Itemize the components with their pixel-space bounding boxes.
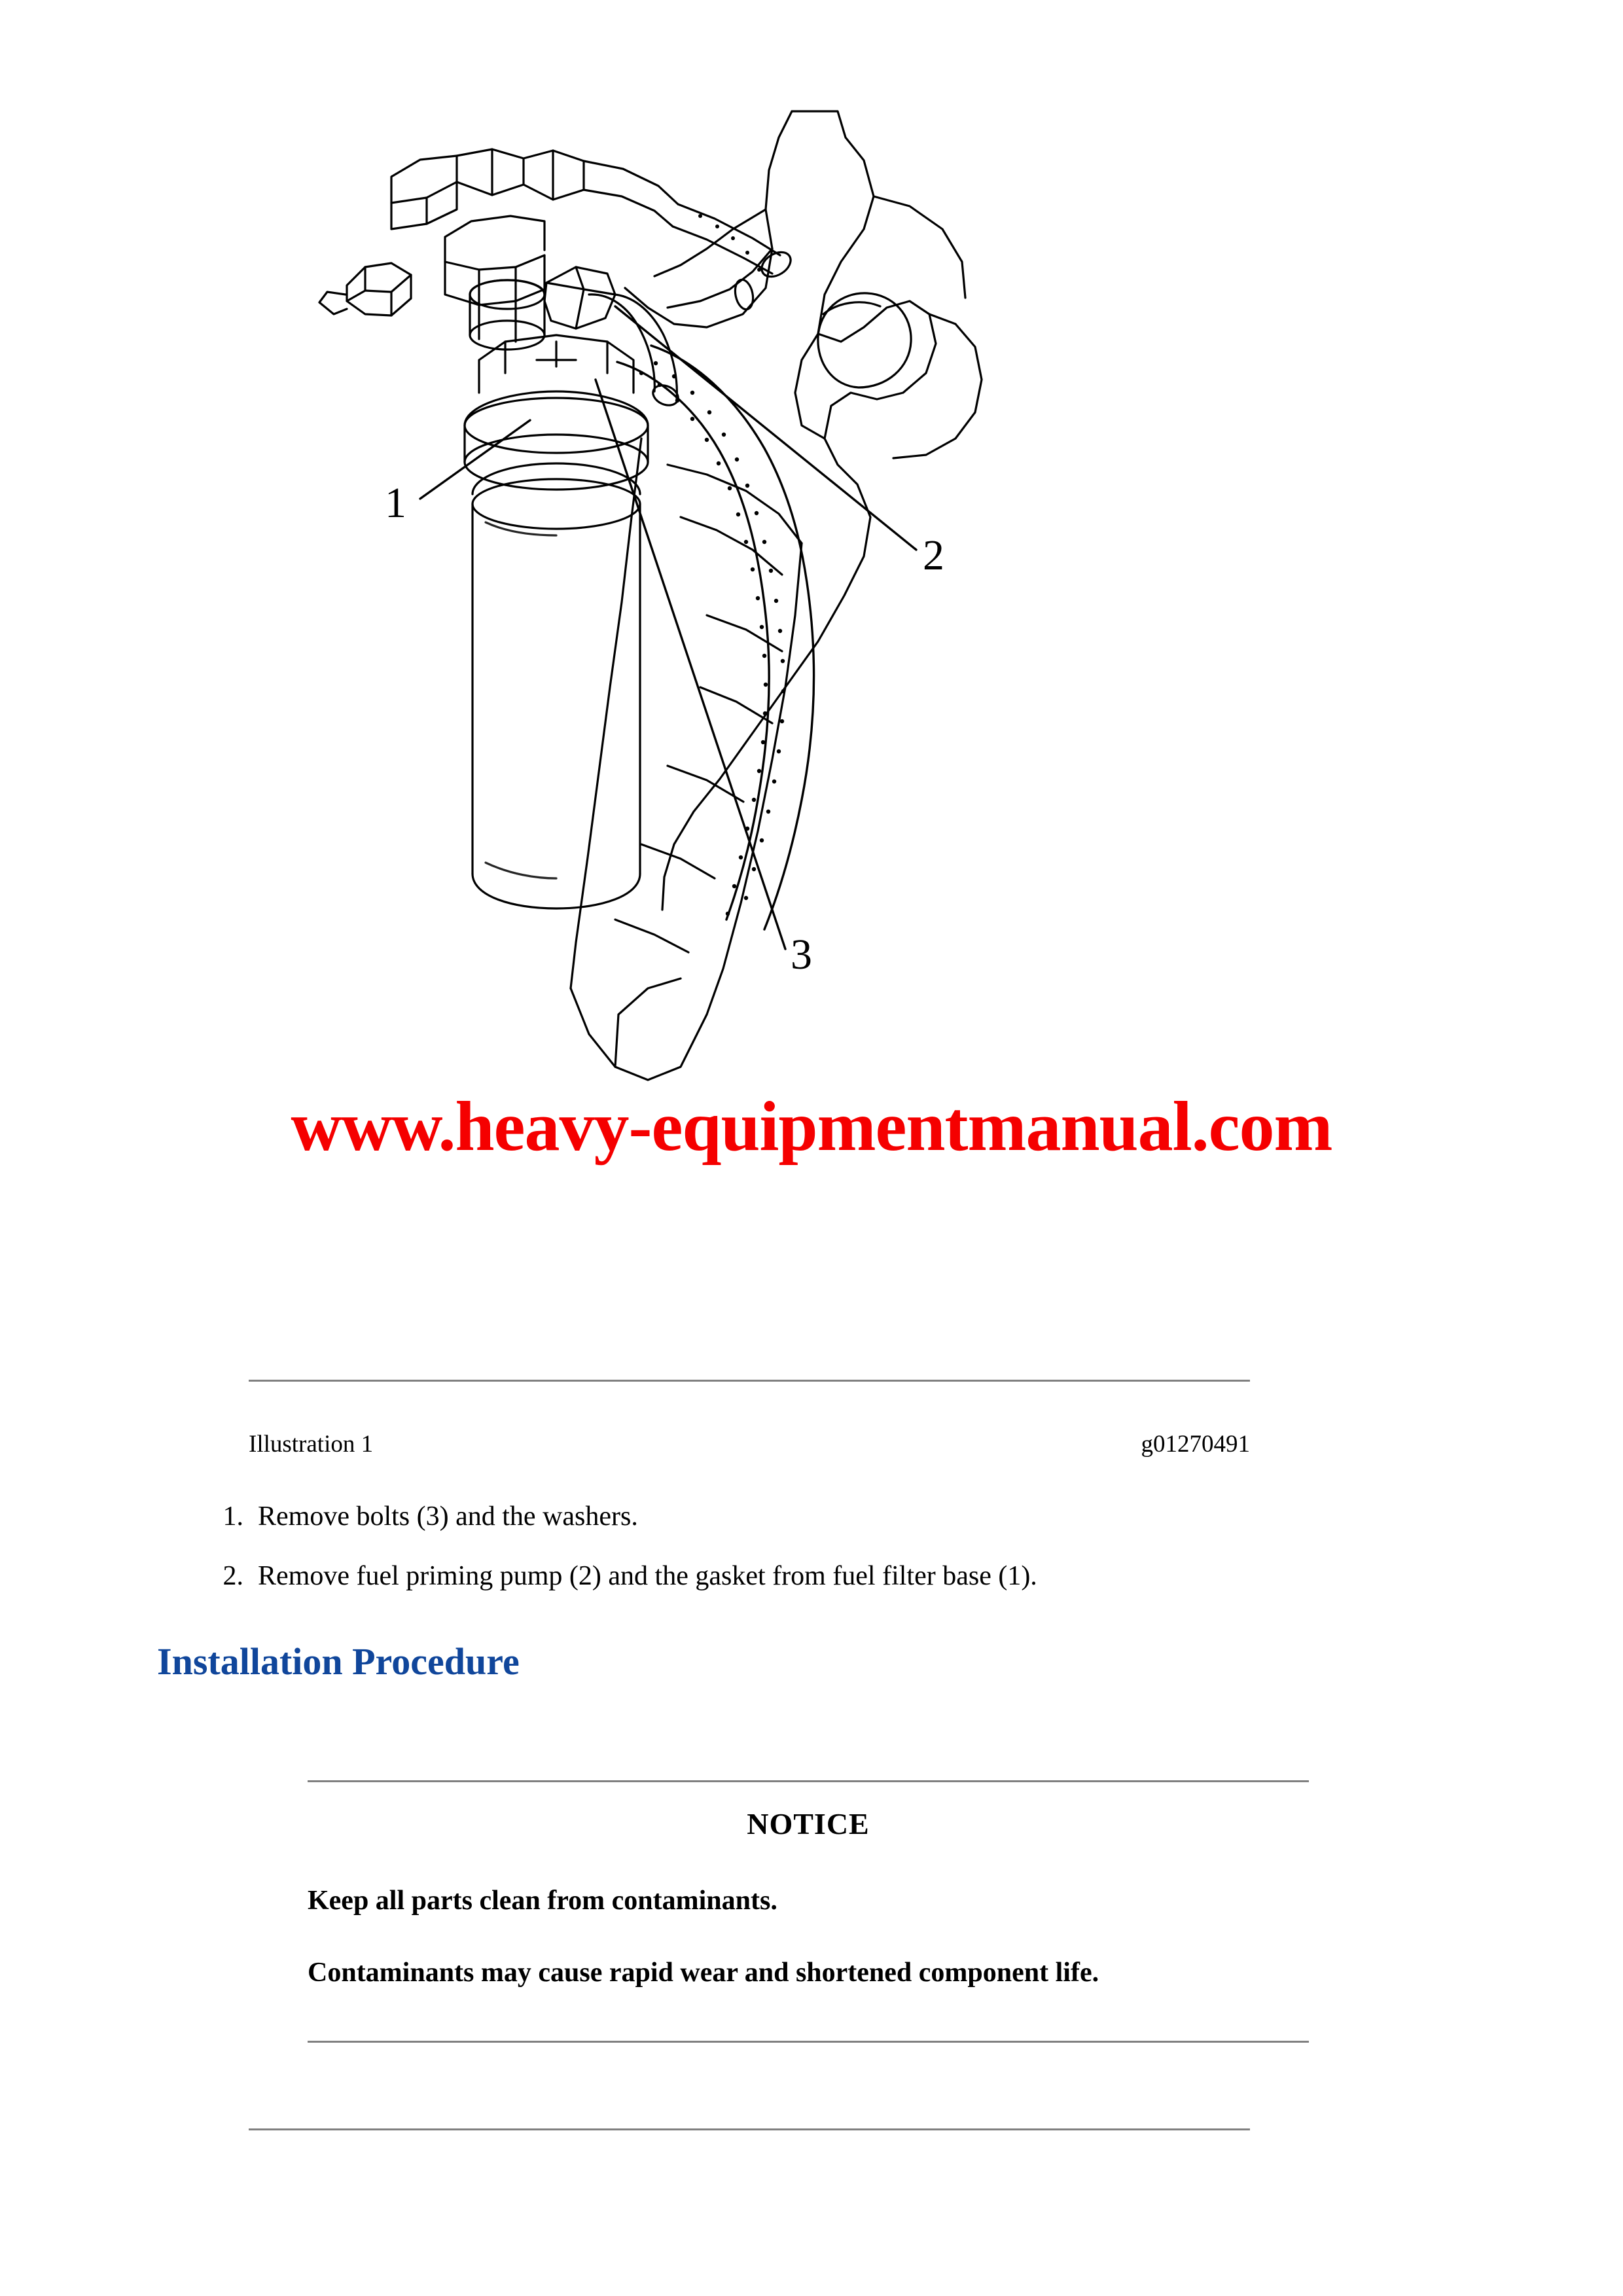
site-watermark: www.heavy-equipmentmanual.com <box>291 1088 1332 1166</box>
notice-text-line-1: Keep all parts clean from contaminants. <box>308 1886 777 1916</box>
callout-1: 1 <box>385 479 406 527</box>
notice-divider-bottom <box>308 2041 1309 2043</box>
illustration-label: Illustration 1 <box>249 1431 374 1458</box>
step-number: 1. <box>223 1501 243 1532</box>
callout-3: 3 <box>791 931 812 978</box>
illustration-caption <box>249 1430 1250 1458</box>
step-number: 2. <box>223 1561 243 1592</box>
step-text: Remove fuel priming pump (2) and the gasket from fuel filter base (1). <box>258 1561 1037 1592</box>
section-heading-installation-procedure: Installation Procedure <box>157 1640 520 1683</box>
notice-text-line-2: Contaminants may cause rapid wear and shortened component life. <box>308 1958 1099 1988</box>
step-text: Remove bolts (3) and the washers. <box>258 1501 638 1532</box>
procedure-steps <box>196 1499 1309 1619</box>
illustration-graphic-id: g01270491 <box>1141 1431 1250 1458</box>
notice-title: NOTICE <box>747 1807 870 1840</box>
footer-divider <box>249 2128 1250 2130</box>
list-item <box>196 1499 1309 1535</box>
illustration-divider <box>249 1380 1250 1382</box>
notice-divider-top <box>308 1780 1309 1782</box>
callout-2: 2 <box>923 531 944 579</box>
list-item <box>196 1558 1309 1594</box>
